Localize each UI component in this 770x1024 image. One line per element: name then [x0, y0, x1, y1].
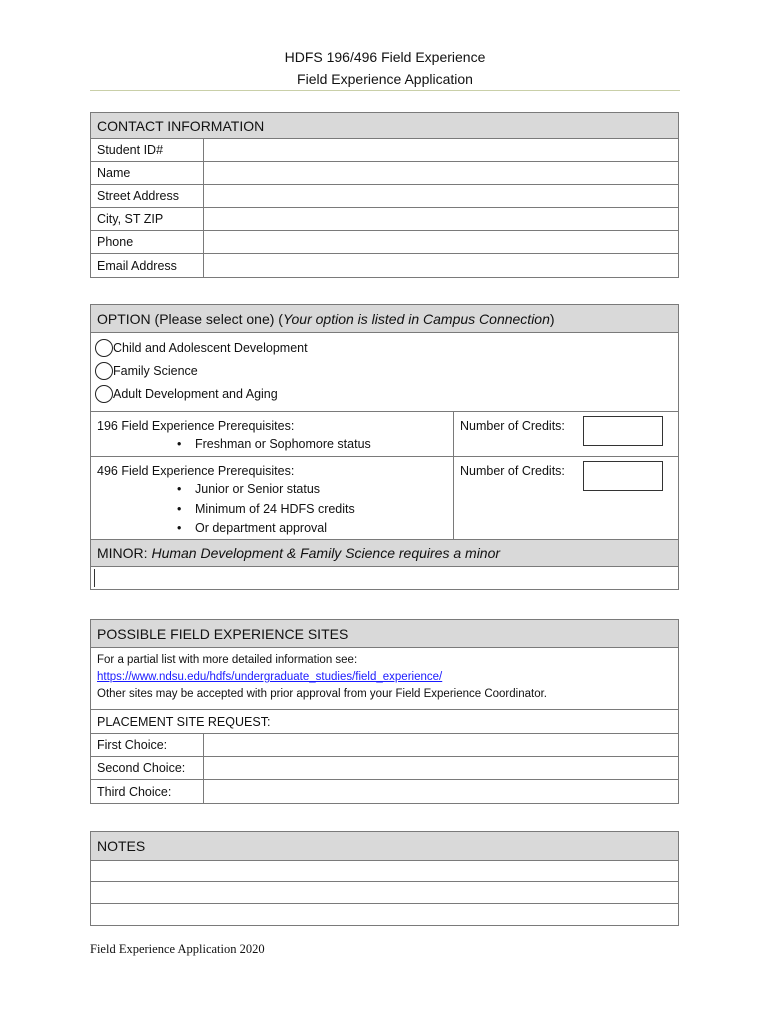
sites-intro: For a partial list with more detailed information see:	[97, 654, 358, 666]
option-adult-aging[interactable]	[91, 382, 678, 405]
minor-label: MINOR:	[97, 545, 148, 561]
prereq-196-title: 196 Field Experience Prerequisites:	[97, 419, 295, 433]
phone-label: Phone	[91, 231, 204, 253]
option-label: Adult Development and Aging	[113, 386, 278, 401]
street-field[interactable]	[204, 185, 678, 207]
text-cursor	[94, 569, 95, 587]
notes-line-3[interactable]	[91, 904, 678, 925]
minor-note: Human Development & Family Science requires a minor	[151, 545, 501, 561]
minor-field[interactable]	[91, 567, 678, 589]
first-choice-field[interactable]	[204, 734, 678, 756]
first-choice-row	[91, 734, 678, 757]
street-label: Street Address	[91, 185, 204, 207]
notes-section	[90, 831, 679, 926]
name-row	[91, 162, 678, 185]
notes-line-2[interactable]	[91, 882, 678, 904]
notes-heading: NOTES	[91, 832, 678, 861]
list-item: • Freshman or Sophomore status	[97, 437, 447, 457]
city-row	[91, 208, 678, 231]
third-choice-row	[91, 780, 678, 803]
option-heading-close: )	[549, 310, 555, 327]
second-choice-field[interactable]	[204, 757, 678, 779]
prereq-496-title: 496 Field Experience Prerequisites:	[97, 464, 295, 478]
radio-icon[interactable]	[95, 362, 113, 380]
document-subtitle: Field Experience Application	[297, 71, 473, 87]
option-heading-note: Your option is listed in Campus Connection	[282, 310, 550, 327]
city-field[interactable]	[204, 208, 678, 230]
notes-line-1[interactable]	[91, 861, 678, 882]
option-label: Family Science	[113, 363, 198, 378]
contact-heading: CONTACT INFORMATION	[91, 113, 678, 139]
name-field[interactable]	[204, 162, 678, 184]
email-row	[91, 254, 678, 277]
third-choice-field[interactable]	[204, 780, 678, 803]
student-id-label: Student ID#	[91, 139, 204, 161]
option-section	[90, 304, 679, 590]
phone-row	[91, 231, 678, 254]
option-label: Child and Adolescent Development	[113, 340, 308, 355]
student-id-field[interactable]	[204, 139, 678, 161]
email-label: Email Address	[91, 254, 204, 277]
sites-heading: POSSIBLE FIELD EXPERIENCE SITES	[91, 620, 678, 648]
prereq-196	[91, 411, 678, 456]
second-choice-row	[91, 757, 678, 780]
third-choice-label: Third Choice:	[91, 780, 204, 803]
sites-note: Other sites may be accepted with prior approval from your Field Experience Coordinator.	[97, 688, 547, 700]
sites-link[interactable]: https://www.ndsu.edu/hdfs/undergraduate_studies/field_experience/	[97, 671, 443, 683]
credits-196-label: Number of Credits:	[460, 419, 565, 433]
contact-section	[90, 112, 679, 278]
list-item: • Or department approval	[97, 521, 447, 541]
page-footer: Field Experience Application 2020	[90, 942, 265, 956]
list-item: • Junior or Senior status	[97, 482, 447, 502]
sites-section	[90, 619, 679, 804]
option-child-adolescent[interactable]	[91, 336, 678, 359]
title-divider	[90, 90, 680, 91]
radio-icon[interactable]	[95, 385, 113, 403]
list-item: • Minimum of 24 HDFS credits	[97, 502, 447, 522]
credits-496-label: Number of Credits:	[460, 464, 565, 478]
radio-icon[interactable]	[95, 339, 113, 357]
option-heading-text: OPTION (Please select one) (	[97, 310, 283, 327]
street-row	[91, 185, 678, 208]
placement-heading: PLACEMENT SITE REQUEST:	[91, 710, 678, 734]
city-label: City, ST ZIP	[91, 208, 204, 230]
second-choice-label: Second Choice:	[91, 757, 204, 779]
document-title: HDFS 196/496 Field Experience	[284, 49, 486, 65]
credits-496-input[interactable]	[583, 461, 663, 491]
name-label: Name	[91, 162, 204, 184]
first-choice-label: First Choice:	[91, 734, 204, 756]
credits-196-input[interactable]	[583, 416, 663, 446]
option-heading	[91, 305, 678, 333]
prereq-496	[91, 456, 678, 539]
email-field[interactable]	[204, 254, 678, 277]
option-family-science[interactable]	[91, 359, 678, 382]
sites-description	[91, 648, 678, 710]
phone-field[interactable]	[204, 231, 678, 253]
minor-heading	[91, 539, 678, 567]
student-id-row	[91, 139, 678, 162]
